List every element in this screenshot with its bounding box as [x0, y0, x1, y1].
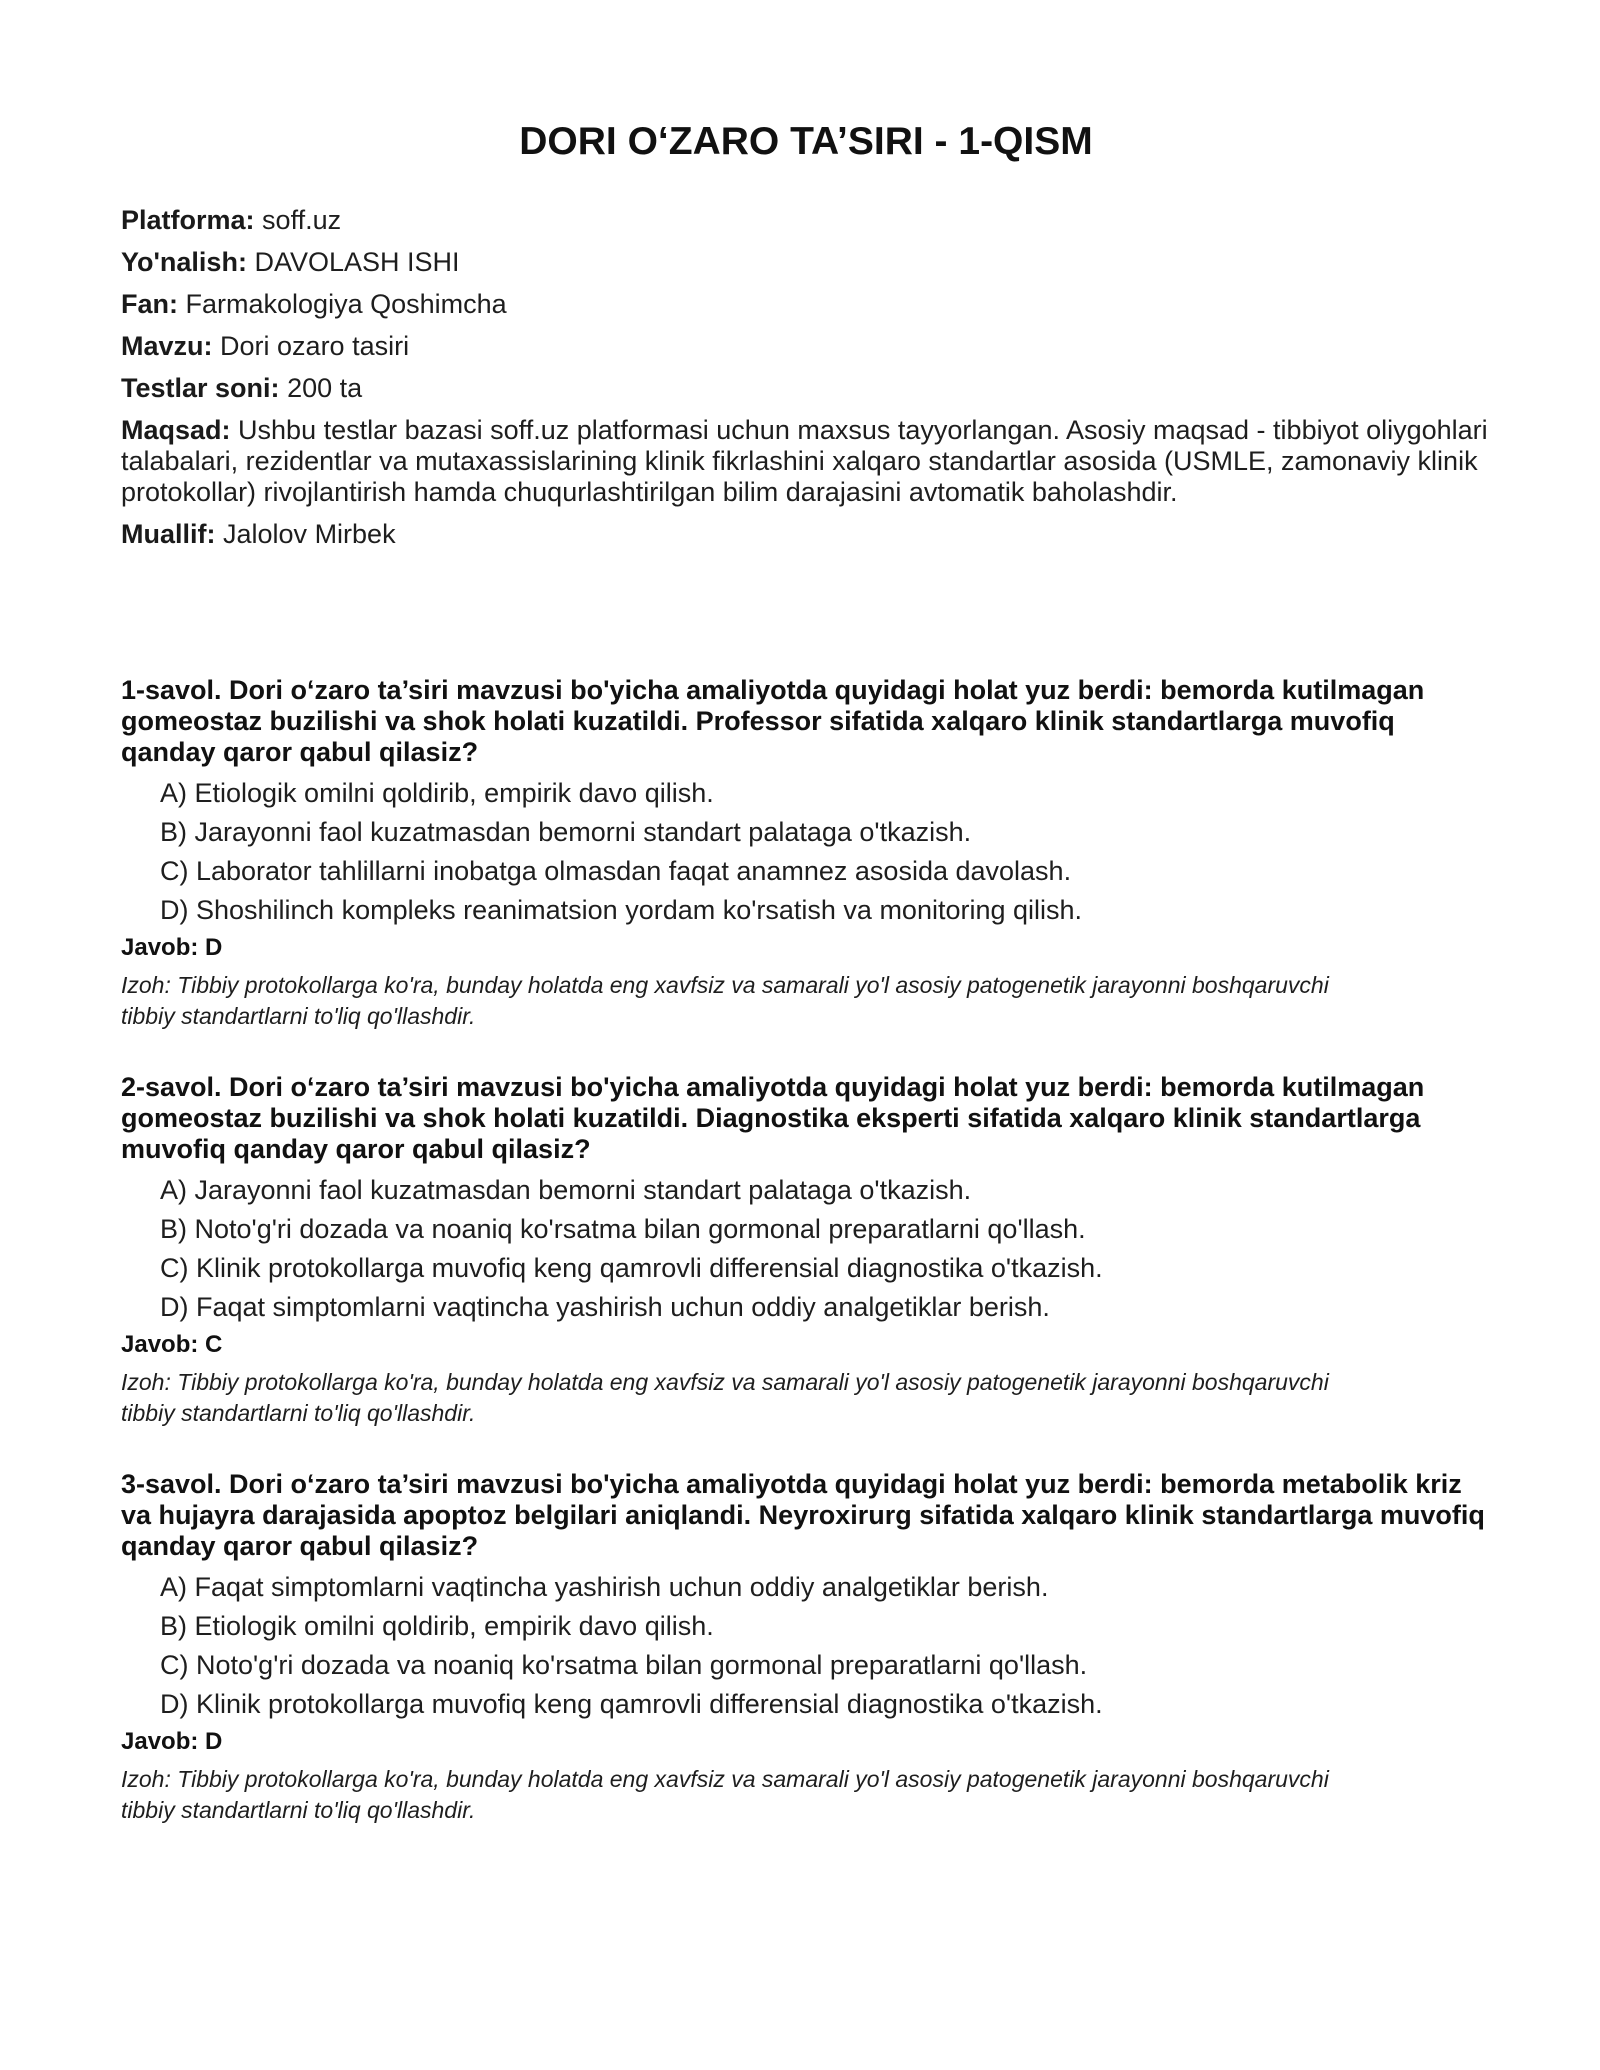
meta-testlar-soni: [121, 373, 1491, 404]
meta-label: Platforma:: [121, 205, 255, 235]
meta-yonalish: [121, 247, 1491, 278]
answer-explanation: Izoh: Tibbiy protokollarga ko'ra, bunday holatda eng xavfsiz va samarali yo'l asosiy patogenetik jarayonni boshqaruvchi tibbiy standartlarni to'liq qo'llashdir.: [121, 972, 1329, 1029]
question-text: 3-savol. Dori o‘zaro ta’siri mavzusi bo'yicha amaliyotda quyidagi holat yuz berdi: bemorda metabolik kriz va hujayra darajasida apoptoz belgilari aniqlandi. Neyroxirurg sifatida xalqaro klinik standartlarga muvofiq qanday qaror qabul qilasiz?: [121, 1469, 1485, 1561]
document-meta: [121, 205, 1491, 561]
question-1: [121, 675, 1491, 1032]
answer-options: [121, 1572, 1491, 1720]
meta-value: Farmakologiya Qoshimcha: [185, 289, 507, 319]
option-d: D) Shoshilinch kompleks reanimatsion yordam ko'rsatish va monitoring qilish.: [160, 895, 1083, 925]
question-list: [121, 675, 1491, 1866]
correct-answer: Javob: C: [121, 1331, 223, 1358]
meta-muallif: [121, 519, 1491, 550]
option-a: A) Etiologik omilni qoldirib, empirik davo qilish.: [160, 778, 714, 808]
answer-options: [121, 1175, 1491, 1323]
meta-label: Testlar soni:: [121, 373, 280, 403]
question-text: 1-savol. Dori o‘zaro ta’siri mavzusi bo'yicha amaliyotda quyidagi holat yuz berdi: bemorda kutilmagan gomeostaz buzilishi va shok holati kuzatildi. Professor sifatida xalqaro klinik standartlarga muvofiq qanday qaror qabul qilasiz?: [121, 675, 1425, 767]
option-c: C) Noto'g'ri dozada va noaniq ko'rsatma bilan gormonal preparatlarni qo'llash.: [160, 1650, 1088, 1680]
option-a: A) Jarayonni faol kuzatmasdan bemorni standart palataga o'tkazish.: [160, 1175, 972, 1205]
option-b: B) Etiologik omilni qoldirib, empirik davo qilish.: [160, 1611, 714, 1641]
correct-answer: Javob: D: [121, 1728, 223, 1755]
meta-label: Muallif:: [121, 519, 216, 549]
meta-value: Jalolov Mirbek: [223, 519, 396, 549]
meta-value: Dori ozaro tasiri: [220, 331, 410, 361]
meta-value: 200 ta: [287, 373, 363, 403]
meta-value: DAVOLASH ISHI: [254, 247, 460, 277]
option-b: B) Jarayonni faol kuzatmasdan bemorni standart palataga o'tkazish.: [160, 817, 972, 847]
question-3: [121, 1469, 1491, 1826]
meta-value: Ushbu testlar bazasi soff.uz platformasi uchun maxsus tayyorlangan. Asosiy maqsad - tibbiyot oliygohlari talabalari, rezidentlar va mutaxassislarining klinik fikrlashini xalqaro standartlar asosida (USMLE, zamonaviy klinik protokollar) rivojlantirish hamda chuqurlashtirilgan bilim darajasini avtomatik baholashdir.: [121, 415, 1488, 507]
meta-platforma: [121, 205, 1491, 236]
option-c: C) Klinik protokollarga muvofiq keng qamrovli differensial diagnostika o'tkazish.: [160, 1253, 1103, 1283]
meta-label: Yo'nalish:: [121, 247, 247, 277]
document-title: DORI O‘ZARO TA’SIRI - 1-QISM: [519, 120, 1093, 163]
answer-explanation: Izoh: Tibbiy protokollarga ko'ra, bunday holatda eng xavfsiz va samarali yo'l asosiy patogenetik jarayonni boshqaruvchi tibbiy standartlarni to'liq qo'llashdir.: [121, 1766, 1329, 1823]
meta-value: soff.uz: [262, 205, 342, 235]
option-b: B) Noto'g'ri dozada va noaniq ko'rsatma bilan gormonal preparatlarni qo'llash.: [160, 1214, 1086, 1244]
question-2: [121, 1072, 1491, 1429]
meta-maqsad: [121, 415, 1491, 508]
meta-label: Maqsad:: [121, 415, 231, 445]
meta-fan: [121, 289, 1491, 320]
option-a: A) Faqat simptomlarni vaqtincha yashirish uchun oddiy analgetiklar berish.: [160, 1572, 1049, 1602]
meta-label: Fan:: [121, 289, 178, 319]
meta-mavzu: [121, 331, 1491, 362]
option-c: C) Laborator tahlillarni inobatga olmasdan faqat anamnez asosida davolash.: [160, 856, 1072, 886]
answer-options: [121, 778, 1491, 926]
question-text: 2-savol. Dori o‘zaro ta’siri mavzusi bo'yicha amaliyotda quyidagi holat yuz berdi: bemorda kutilmagan gomeostaz buzilishi va shok holati kuzatildi. Diagnostika eksperti sifatida xalqaro klinik standartlarga muvofiq qanday qaror qabul qilasiz?: [121, 1072, 1425, 1164]
answer-explanation: Izoh: Tibbiy protokollarga ko'ra, bunday holatda eng xavfsiz va samarali yo'l asosiy patogenetik jarayonni boshqaruvchi tibbiy standartlarni to'liq qo'llashdir.: [121, 1369, 1329, 1426]
correct-answer: Javob: D: [121, 934, 223, 961]
meta-label: Mavzu:: [121, 331, 213, 361]
option-d: D) Faqat simptomlarni vaqtincha yashirish uchun oddiy analgetiklar berish.: [160, 1292, 1050, 1322]
option-d: D) Klinik protokollarga muvofiq keng qamrovli differensial diagnostika o'tkazish.: [160, 1689, 1103, 1719]
